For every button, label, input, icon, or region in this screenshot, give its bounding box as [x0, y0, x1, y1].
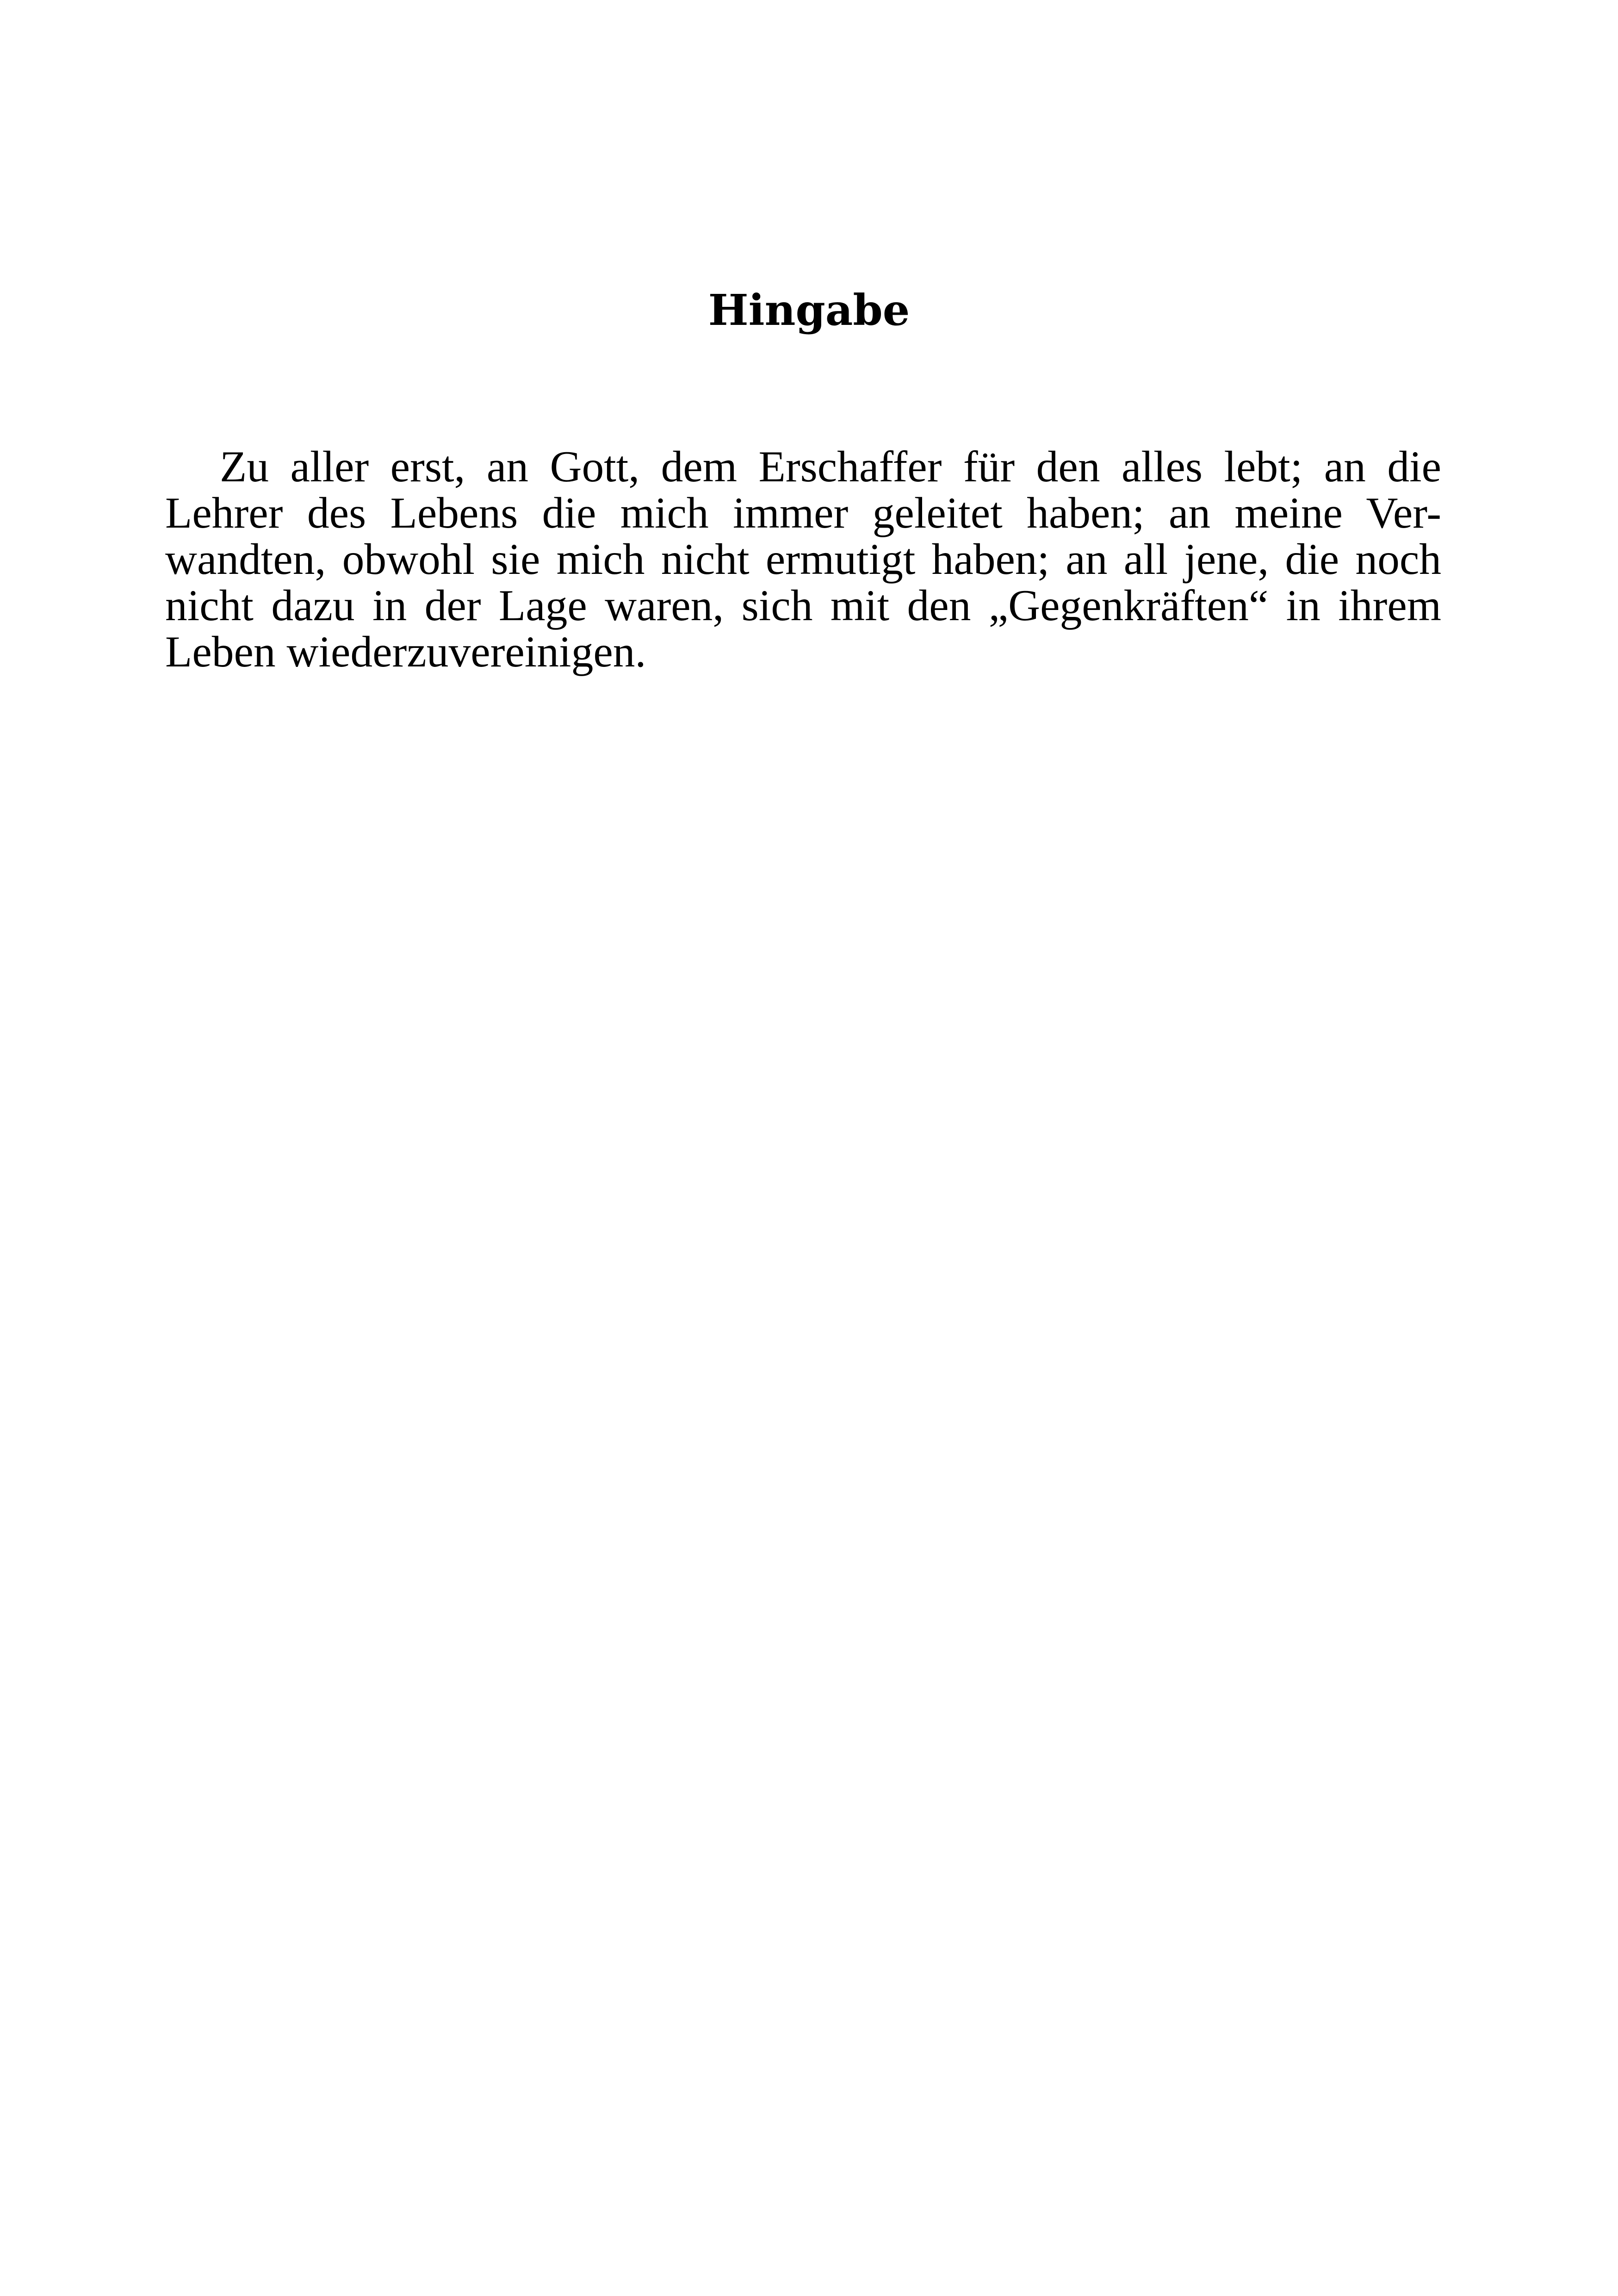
paragraph-line: nicht dazu in der Lage waren, sich mit den „Gegenkräften“ in ihrem	[165, 581, 1441, 630]
paragraph-line: Zu aller erst, an Gott, dem Erschaffer für den alles lebt; an die	[220, 442, 1441, 491]
paragraph-line: Lehrer des Lebens die mich immer geleitet haben; an meine Ver-	[165, 488, 1441, 537]
dedication-paragraph	[165, 443, 1441, 675]
page-title: Hingabe	[708, 285, 910, 335]
paragraph-line: wandten, obwohl sie mich nicht ermutigt haben; an all jene, die noch	[165, 535, 1441, 584]
paragraph-line: Leben wiederzuvereinigen.	[165, 627, 646, 676]
